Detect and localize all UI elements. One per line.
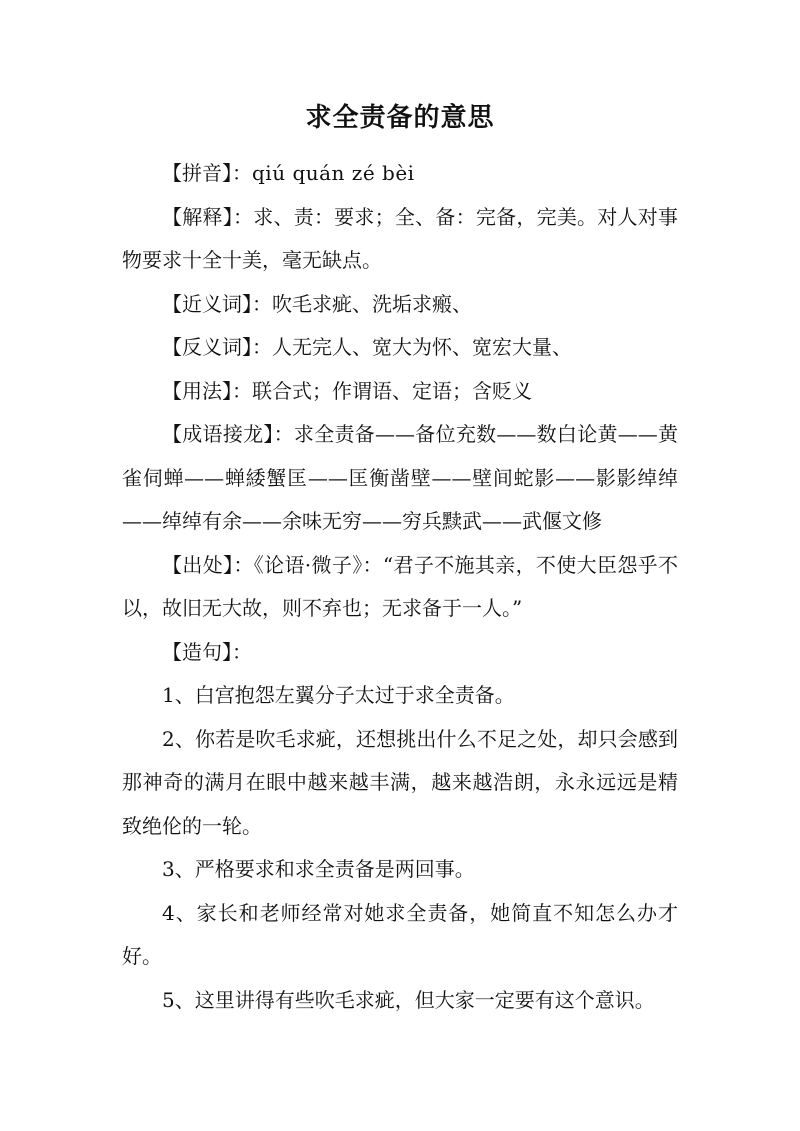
entry-source — [122, 544, 678, 631]
entry-label: 【近义词】 — [162, 291, 252, 316]
entry-meaning — [122, 196, 678, 283]
page-title: 求全责备的意思 — [305, 103, 495, 133]
entry-text: 吹毛求疵、洗垢求瘢、 — [272, 291, 472, 316]
entry-label: 【出处】 — [162, 552, 234, 577]
entry-antonyms — [122, 326, 678, 370]
document-body — [122, 152, 678, 1022]
example-sentence: 1、白宫抱怨左翼分子太过于求全责备。 — [162, 683, 515, 707]
entry-text: 联合式；作谓语、定语；含贬义 — [252, 378, 532, 403]
entry-separator: ： — [232, 639, 252, 664]
entry-text: 人无完人、宽大为怀、宽宏大量、 — [272, 335, 572, 359]
entry-synonyms — [122, 283, 678, 327]
example-sentence: 5、这里讲得有些吹毛求疵，但大家一定要有这个意识。 — [162, 987, 655, 1012]
entry-separator: ： — [252, 291, 272, 316]
entry-separator: ： — [273, 422, 294, 446]
entry-text: 求全责备——备位充数——数白论黄——黄雀伺蝉——蝉緌蟹匡——匡衡凿壁——壁间蛇影——影影绰绰——绰绰有余——余味无穷——穷兵黩武——武偃文修 — [122, 422, 679, 533]
entry-label: 【解释】 — [162, 204, 233, 229]
entry-separator: ： — [233, 552, 254, 577]
entry-separator: ： — [232, 378, 252, 403]
example-sentence: 3、严格要求和求全责备是两回事。 — [162, 857, 475, 881]
entry-label: 【造句】 — [162, 639, 232, 664]
entry-text: 《论语·微子》：“君子不施其亲，不使大臣怨乎不以，故旧无大故，则不弃也；无求备于一人。” — [122, 552, 679, 620]
entry-label: 【反义词】 — [162, 335, 252, 359]
entry-text: qiú quán zé bèi — [252, 161, 415, 185]
example-sentence: 4、家长和老师经常对她求全责备，她简直不知怎么办才好。 — [122, 900, 678, 968]
example-sentence: 2、你若是吹毛求疵，还想挑出什么不足之处，却只会感到那神奇的满月在眼中越来越丰满，越来越浩朗，永永远远是精致绝伦的一轮。 — [122, 726, 678, 838]
entry-idiom-chain — [122, 413, 678, 544]
entry-pinyin — [122, 152, 678, 196]
entry-text: 求、责：要求；全、备：完备，完美。对人对事物要求十全十美，毫无缺点。 — [122, 204, 679, 272]
entry-label: 【拼音】 — [162, 161, 232, 185]
entry-usage — [122, 370, 678, 414]
entry-separator: ： — [252, 335, 272, 359]
entry-label: 【成语接龙】 — [162, 422, 274, 446]
entry-separator: ： — [232, 161, 252, 185]
entry-examples — [122, 631, 678, 675]
entry-separator: ： — [232, 204, 254, 229]
entry-label: 【用法】 — [162, 378, 232, 403]
